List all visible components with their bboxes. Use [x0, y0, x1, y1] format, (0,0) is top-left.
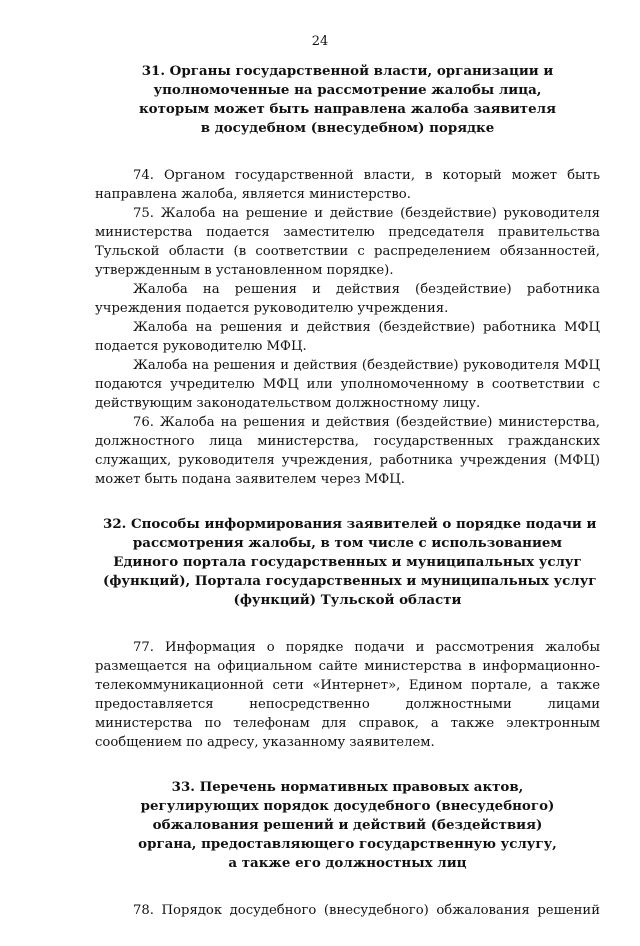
section-32 [95, 515, 600, 752]
paragraph: Жалоба на решения и действия (бездействие) руководителя МФЦ подаются учредителю МФЦ или уполномоченному в соответствии с действующим законодательством должностному лицу. [95, 358, 600, 411]
paragraph-77: 77. Информация о порядке подачи и рассмотрения жалобы размещается на официальном сайте министерства в информационно-телекоммуникационной сети «Интернет», Едином портале, а также предоставляется непосредственно должностными лицами министерства по телефонам для справок, а также электронным сообщением по адресу, указанному заявителем. [95, 640, 600, 750]
paragraph-76: 76. Жалоба на решения и действия (бездействие) министерства, должностного лица министерства, государственных гражданских служащих, руководителя учреждения, работника учреждения (МФЦ) может быть подана заявителем через МФЦ. [95, 415, 600, 487]
heading-line: (функций), Портала государственных и муниципальных услуг [103, 573, 597, 589]
paragraph: Жалоба на решения и действия (бездействие) работника учреждения подается руководителю учреждения. [95, 282, 600, 316]
heading-line: уполномоченные на рассмотрение жалобы лица, [153, 82, 542, 98]
paragraph: Жалоба на решения и действия (бездействие) работника МФЦ подается руководителю МФЦ. [95, 320, 600, 354]
section-31 [95, 62, 600, 489]
page-content [95, 62, 600, 946]
heading-line: 32. Способы информирования заявителей о порядке подачи и [103, 516, 597, 532]
heading-line: которым может быть направлена жалоба заявителя [139, 101, 556, 117]
section-heading [95, 62, 600, 138]
heading-line: рассмотрения жалобы, в том числе с использованием [132, 535, 563, 551]
heading-line: органа, предоставляющего государственную услугу, [138, 836, 557, 852]
heading-line: а также его должностных лиц [228, 855, 467, 871]
heading-line: 31. Органы государственной власти, организации и [141, 63, 554, 79]
heading-line: обжалования решений и действий (бездействия) [152, 817, 543, 833]
heading-line: (функций) Тульской области [233, 592, 462, 608]
heading-line: в досудебном (внесудебном) порядке [200, 120, 495, 136]
section-heading [95, 778, 600, 873]
page-number: 24 [311, 34, 329, 49]
section-heading [95, 515, 600, 610]
paragraph-74: 74. Органом государственной власти, в который может быть направлена жалоба, является министерство. [95, 168, 600, 202]
heading-line: Единого портала государственных и муниципальных услуг [113, 554, 582, 570]
heading-line: 33. Перечень нормативных правовых актов, [171, 779, 524, 795]
paragraph-78: 78. Порядок досудебного (внесудебного) обжалования решений [133, 903, 600, 918]
section-33 [95, 778, 600, 920]
paragraph-75: 75. Жалоба на решение и действие (бездействие) руководителя министерства подается заместителю председателя правительства Тульской области (в соответствии с распределением обязанностей, утвержденным в установленном порядке). [95, 206, 600, 278]
heading-line: регулирующих порядок досудебного (внесудебного) [140, 798, 555, 814]
